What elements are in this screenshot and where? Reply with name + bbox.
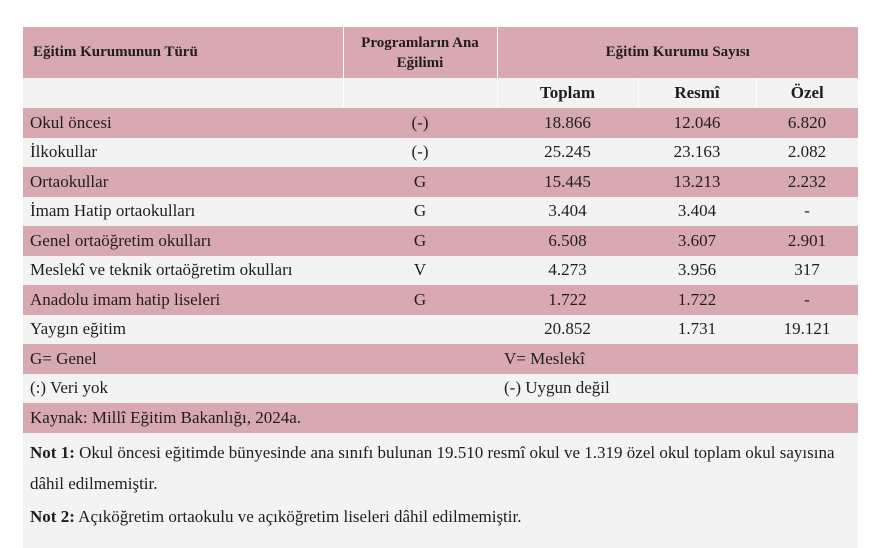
header-public: Resmî [638,78,756,108]
header-program-trend-line1: Programların Ana [361,34,479,51]
header-institution-type: Eğitim Kurumunun Türü [23,27,343,78]
row-name: Okul öncesi [23,108,343,138]
row-total: 4.273 [497,256,638,286]
row-public: 3.404 [638,197,756,227]
header-blank-2 [343,78,497,108]
header-row-1 [23,27,858,78]
row-trend: V [343,256,497,286]
row-trend: (-) [343,138,497,168]
note-1-label: Not 1: [30,442,75,462]
legend-no-data: (:) Veri yok [23,374,497,404]
row-private: - [756,197,858,227]
row-public: 1.722 [638,285,756,315]
education-institutions-table [23,27,858,433]
table-row [23,197,858,227]
header-private: Özel [756,78,858,108]
note-1-text: Okul öncesi eğitimde bünyesinde ana sınıfı bulunan 19.510 resmî okul ve 1.319 özel okul toplam okul sayısına dâhil edilmemiştir. [30,442,835,493]
row-name: Anadolu imam hatip liseleri [23,285,343,315]
header-institution-count: Eğitim Kurumu Sayısı [497,27,858,78]
table-row [23,138,858,168]
legend-row-2 [23,374,858,404]
table-row [23,256,858,286]
row-name: İmam Hatip ortaokulları [23,197,343,227]
row-private: 19.121 [756,315,858,345]
row-public: 23.163 [638,138,756,168]
row-private: 6.820 [756,108,858,138]
legend-vocational: V= Meslekî [497,344,858,374]
row-total: 18.866 [497,108,638,138]
row-private: 2.082 [756,138,858,168]
row-total: 6.508 [497,226,638,256]
source-row [23,403,858,433]
note-2-label: Not 2: [30,506,75,526]
row-name: Genel ortaöğretim okulları [23,226,343,256]
statistics-table-container [23,27,858,548]
row-total: 15.445 [497,167,638,197]
header-program-trend-line2: Eğilimi [396,54,444,71]
table-row [23,167,858,197]
row-private: 2.232 [756,167,858,197]
note-2-text: Açıköğretim ortaokulu ve açıköğretim liseleri dâhil edilmemiştir. [74,506,522,526]
row-total: 1.722 [497,285,638,315]
row-name: Yaygın eğitim [23,315,343,345]
row-total: 25.245 [497,138,638,168]
legend-general: G= Genel [23,344,497,374]
row-total: 3.404 [497,197,638,227]
row-trend: G [343,167,497,197]
header-total: Toplam [497,78,638,108]
row-name: İlkokullar [23,138,343,168]
header-blank-1 [23,78,343,108]
row-private: 2.901 [756,226,858,256]
table-row [23,226,858,256]
row-trend: (-) [343,108,497,138]
row-public: 3.956 [638,256,756,286]
header-program-trend [343,27,497,78]
row-public: 13.213 [638,167,756,197]
row-public: 12.046 [638,108,756,138]
legend-row-1 [23,344,858,374]
note-1 [30,437,851,499]
row-name: Meslekî ve teknik ortaöğretim okulları [23,256,343,286]
row-private: - [756,285,858,315]
notes-section [23,433,858,548]
source-text: Kaynak: Millî Eğitim Bakanlığı, 2024a. [23,403,858,433]
row-public: 1.731 [638,315,756,345]
row-trend: G [343,226,497,256]
row-private: 317 [756,256,858,286]
row-name: Ortaokullar [23,167,343,197]
table-row [23,315,858,345]
legend-not-applicable: (-) Uygun değil [497,374,858,404]
row-trend [343,315,497,345]
row-public: 3.607 [638,226,756,256]
row-trend: G [343,285,497,315]
table-row [23,108,858,138]
note-2 [30,501,851,532]
header-row-2 [23,78,858,108]
row-total: 20.852 [497,315,638,345]
table-row [23,285,858,315]
row-trend: G [343,197,497,227]
